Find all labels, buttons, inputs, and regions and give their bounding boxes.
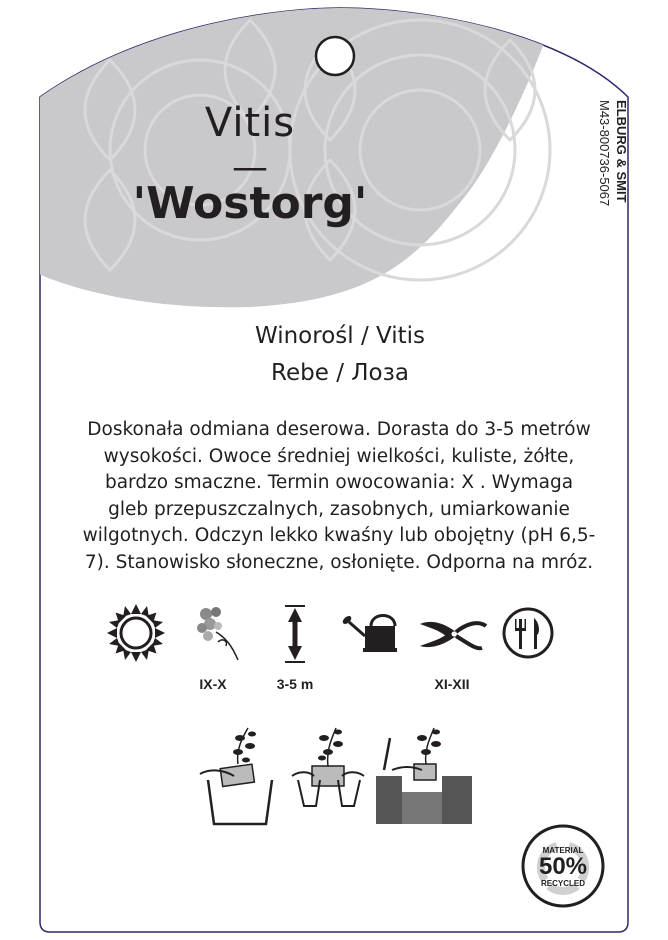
pruning-period-label: XI-XII: [434, 676, 470, 692]
description-line: bardzo smaczne. Termin owocowania: X . Wymaga: [104, 472, 574, 493]
brand-vertical-text: [597, 100, 652, 260]
brand-name: ELBURG & SMIT: [614, 100, 629, 203]
common-name-line-1: Winorośl / Vitis: [254, 323, 426, 349]
hang-hole: [316, 37, 354, 75]
product-code: M43-800736-5067: [597, 100, 612, 207]
height-label: 3-5 m: [276, 676, 314, 692]
recycle-percent: 50%: [538, 853, 588, 880]
fruiting-period-label: IX-X: [199, 676, 227, 692]
common-name-line-2: Rebe / Лоза: [271, 360, 409, 386]
description-line: 7). Stanowisko słoneczne, osłonięte. Odporna na mróz.: [84, 551, 594, 573]
genus-name: Vitis: [204, 100, 296, 146]
recycle-top: MATERIAL: [542, 846, 584, 855]
plant-description: [74, 417, 604, 576]
description-line: gleb przepuszczalnych, zasobnych, umiarkowanie: [108, 498, 570, 520]
description-line: Doskonała odmiana deserowa. Dorasta do 3-5 metrów: [87, 419, 591, 440]
description-line: wilgotnych. Odczyn lekko kwaśny lub obojętny (pH 6,5-: [82, 525, 596, 546]
description-line: wysokości. Owoce średniej wielkości, kuliste, żółte,: [103, 445, 575, 467]
title-dash: —: [232, 147, 268, 188]
recycle-badge-text: [523, 846, 603, 888]
recycle-bottom: RECYCLED: [540, 879, 585, 888]
cultivar-name: 'Wostorg': [132, 178, 368, 229]
